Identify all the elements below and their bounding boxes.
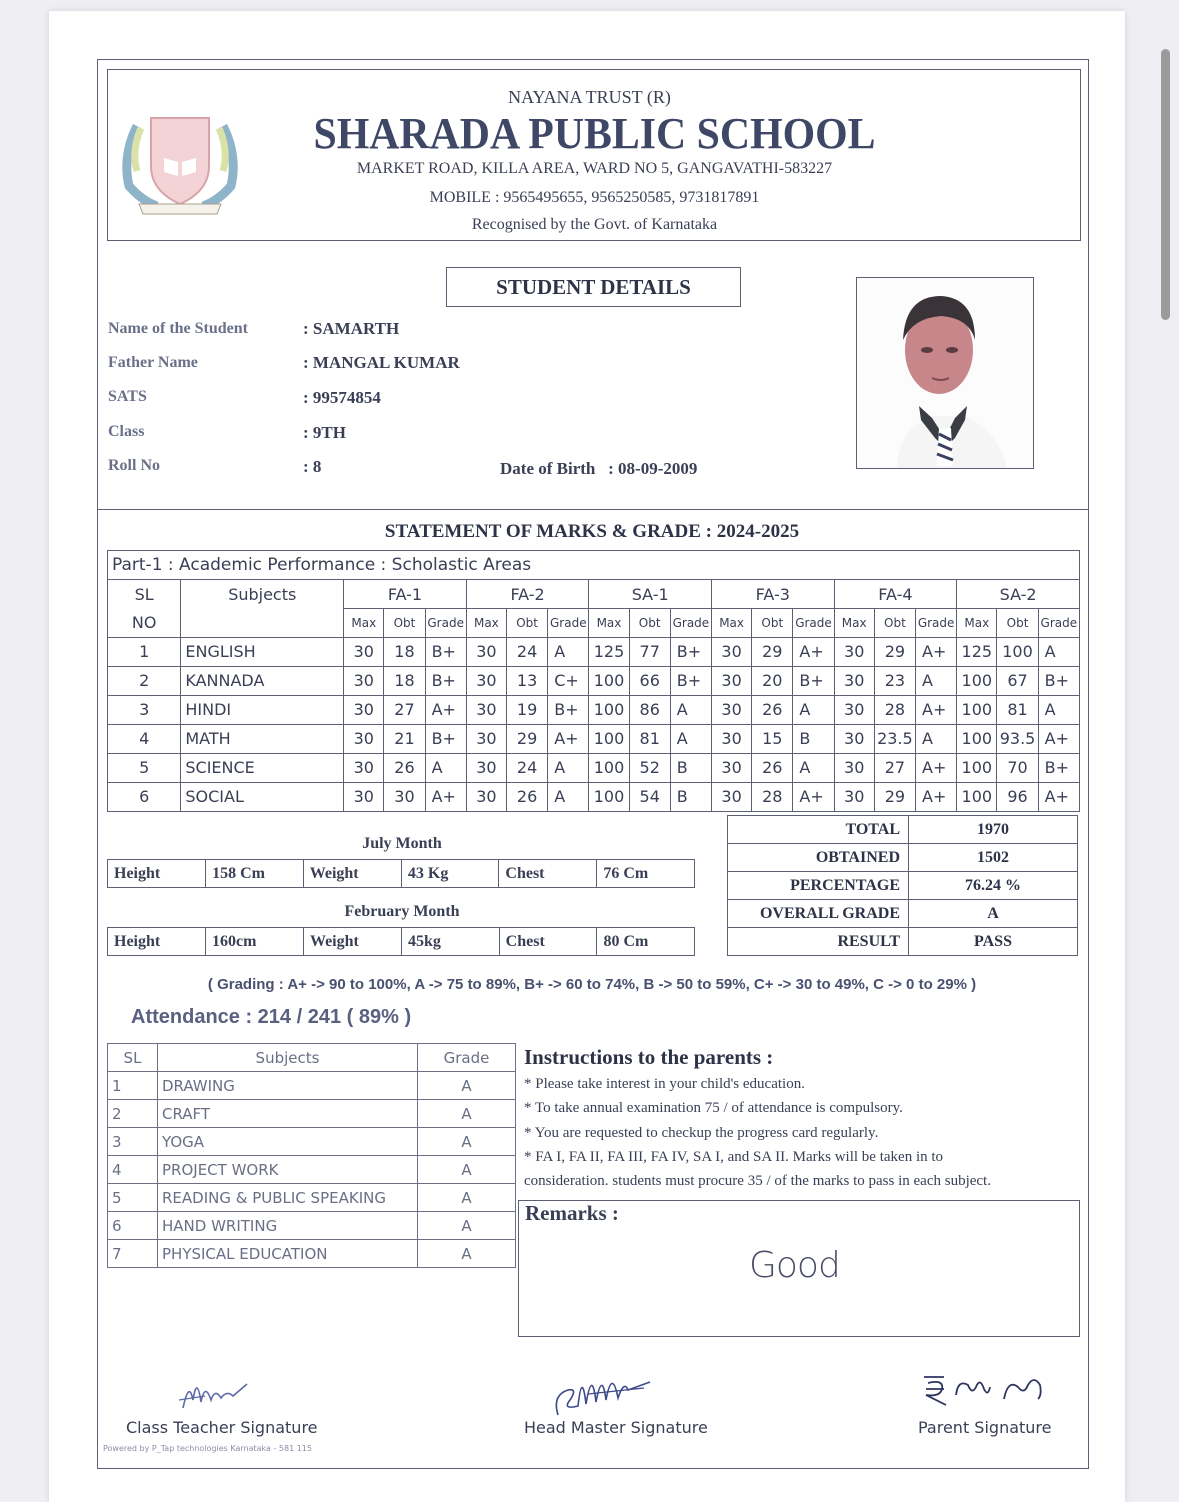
mark-cell: 100 bbox=[589, 753, 629, 782]
mark-cell: A+ bbox=[793, 637, 834, 666]
father-name-value: : MANGAL KUMAR bbox=[303, 353, 460, 372]
mark-cell: 54 bbox=[629, 782, 670, 811]
subjects-header-blank bbox=[181, 609, 344, 638]
sats-value: : 99574854 bbox=[303, 388, 381, 407]
mark-cell: 30 bbox=[344, 637, 384, 666]
subheader-obt: Obt bbox=[752, 609, 793, 638]
co-subject-cell: YOGA bbox=[158, 1128, 418, 1156]
physical-value: 160cm bbox=[206, 928, 304, 956]
mark-cell: 30 bbox=[712, 724, 752, 753]
mark-cell: 30 bbox=[712, 637, 752, 666]
summary-row bbox=[728, 928, 1078, 956]
mark-cell: A bbox=[916, 666, 957, 695]
result-summary-table bbox=[727, 815, 1078, 956]
parent-signature-icon bbox=[918, 1365, 1058, 1410]
summary-label: RESULT bbox=[728, 928, 909, 956]
mark-cell: 100 bbox=[589, 782, 629, 811]
subheader-max: Max bbox=[466, 609, 506, 638]
sl-cell: 3 bbox=[108, 695, 181, 724]
powered-by-footer: Powered by P_Tap technologies Karnataka - 581 115 bbox=[103, 1444, 312, 1453]
mark-cell: B+ bbox=[670, 666, 711, 695]
sl-cell: 6 bbox=[108, 782, 181, 811]
table-row bbox=[108, 1240, 516, 1268]
subject-cell: SCIENCE bbox=[181, 753, 344, 782]
subheader-obt: Obt bbox=[506, 609, 547, 638]
summary-label: PERCENTAGE bbox=[728, 872, 909, 900]
mark-cell: 30 bbox=[344, 753, 384, 782]
july-physical-table bbox=[107, 859, 695, 888]
co-sl-header: SL bbox=[108, 1044, 158, 1072]
mark-cell: A+ bbox=[548, 724, 589, 753]
mark-cell: 26 bbox=[506, 782, 547, 811]
attendance: Attendance : 214 / 241 ( 89% ) bbox=[131, 1006, 412, 1028]
co-sl-cell: 7 bbox=[108, 1240, 158, 1268]
sl-cell: 5 bbox=[108, 753, 181, 782]
mark-cell: A bbox=[1038, 637, 1079, 666]
physical-value: 80 Cm bbox=[597, 928, 695, 956]
physical-value: 158 Cm bbox=[206, 860, 304, 888]
co-scholastic-table bbox=[107, 1043, 516, 1268]
mark-cell: 26 bbox=[384, 753, 425, 782]
mark-cell: B bbox=[670, 753, 711, 782]
exam-header-fa2: FA-2 bbox=[466, 580, 589, 609]
physical-label: Weight bbox=[303, 928, 401, 956]
mark-cell: A bbox=[425, 753, 466, 782]
february-physical-table bbox=[107, 927, 695, 956]
subject-cell: KANNADA bbox=[181, 666, 344, 695]
sl-cell: 2 bbox=[108, 666, 181, 695]
class-label: Class bbox=[108, 423, 145, 440]
summary-value: PASS bbox=[909, 928, 1078, 956]
roll-no-label: Roll No bbox=[108, 457, 160, 474]
subheader-obt: Obt bbox=[874, 609, 915, 638]
mark-cell: 15 bbox=[752, 724, 793, 753]
mark-cell: A bbox=[670, 724, 711, 753]
mark-cell: 30 bbox=[712, 695, 752, 724]
subheader-max: Max bbox=[957, 609, 997, 638]
table-row bbox=[108, 724, 1080, 753]
co-grade-cell: A bbox=[418, 1156, 516, 1184]
sats-label: SATS bbox=[108, 388, 147, 405]
mark-cell: A+ bbox=[916, 695, 957, 724]
mark-cell: 28 bbox=[752, 782, 793, 811]
subheader-grade: Grade bbox=[425, 609, 466, 638]
student-photo bbox=[856, 277, 1034, 469]
instruction-item: * You are requested to checkup the progress card regularly. bbox=[524, 1125, 879, 1141]
mark-cell: 67 bbox=[997, 666, 1038, 695]
co-sl-cell: 5 bbox=[108, 1184, 158, 1212]
class-teacher-signature-icon bbox=[175, 1370, 255, 1415]
mark-cell: B+ bbox=[425, 666, 466, 695]
school-name: SHARADA PUBLIC SCHOOL bbox=[313, 109, 876, 158]
date-of-birth bbox=[500, 459, 697, 479]
physical-label: Weight bbox=[303, 860, 401, 888]
mark-cell: A+ bbox=[916, 753, 957, 782]
exam-header-sa2: SA-2 bbox=[957, 580, 1080, 609]
mark-cell: A bbox=[1038, 695, 1079, 724]
mark-cell: 24 bbox=[506, 753, 547, 782]
parent-signature-label: Parent Signature bbox=[918, 1418, 1052, 1437]
mark-cell: A bbox=[548, 782, 589, 811]
summary-row bbox=[728, 844, 1078, 872]
subheader-grade: Grade bbox=[548, 609, 589, 638]
section-divider bbox=[97, 509, 1089, 510]
co-grade-header: Grade bbox=[418, 1044, 516, 1072]
mark-cell: 125 bbox=[589, 637, 629, 666]
remarks-title: Remarks : bbox=[525, 1201, 619, 1225]
mark-cell: A bbox=[916, 724, 957, 753]
marks-statement-title: STATEMENT OF MARKS & GRADE : 2024-2025 bbox=[384, 521, 800, 542]
mark-cell: 18 bbox=[384, 637, 425, 666]
mark-cell: B+ bbox=[425, 724, 466, 753]
part-label: Part-1 : Academic Performance : Scholastic Areas bbox=[108, 551, 1080, 580]
mark-cell: 29 bbox=[874, 782, 915, 811]
table-row bbox=[108, 1128, 516, 1156]
physical-label: Height bbox=[108, 928, 206, 956]
mark-cell: 23 bbox=[874, 666, 915, 695]
subheader-max: Max bbox=[589, 609, 629, 638]
exam-header-fa4: FA-4 bbox=[834, 580, 957, 609]
subjects-header: Subjects bbox=[181, 580, 344, 609]
co-sl-cell: 3 bbox=[108, 1128, 158, 1156]
instruction-item: consideration. students must procure 35 / of the marks to pass in each subject. bbox=[524, 1173, 991, 1189]
subheader-grade: Grade bbox=[1038, 609, 1079, 638]
mark-cell: 30 bbox=[712, 753, 752, 782]
mark-cell: 13 bbox=[506, 666, 547, 695]
remarks-box bbox=[518, 1200, 1080, 1337]
dob-value: : 08-09-2009 bbox=[608, 459, 698, 478]
scholastic-marks-table bbox=[107, 550, 1080, 812]
exam-header-sa1: SA-1 bbox=[589, 580, 712, 609]
summary-label: TOTAL bbox=[728, 816, 909, 844]
subheader-grade: Grade bbox=[916, 609, 957, 638]
mark-cell: 77 bbox=[629, 637, 670, 666]
instruction-item: * FA I, FA II, FA III, FA IV, SA I, and SA II. Marks will be taken in to bbox=[524, 1149, 944, 1165]
table-row bbox=[108, 1184, 516, 1212]
table-row bbox=[108, 1072, 516, 1100]
co-sl-cell: 1 bbox=[108, 1072, 158, 1100]
february-month-title: February Month bbox=[344, 903, 460, 920]
mark-cell: B+ bbox=[548, 695, 589, 724]
mark-cell: 27 bbox=[874, 753, 915, 782]
mark-cell: 66 bbox=[629, 666, 670, 695]
mark-cell: 30 bbox=[466, 782, 506, 811]
table-row bbox=[108, 1100, 516, 1128]
mark-cell: A+ bbox=[1038, 782, 1079, 811]
mark-cell: 30 bbox=[834, 666, 874, 695]
school-mobile: MOBILE : 9565495655, 9565250585, 9731817891 bbox=[429, 189, 760, 206]
remarks-value: Good bbox=[749, 1245, 840, 1286]
subheader-grade: Grade bbox=[670, 609, 711, 638]
class-value: : 9TH bbox=[303, 423, 346, 442]
table-row bbox=[108, 1156, 516, 1184]
mark-cell: 30 bbox=[466, 637, 506, 666]
instruction-item: * Please take interest in your child's education. bbox=[524, 1076, 805, 1092]
mark-cell: 93.5 bbox=[997, 724, 1038, 753]
mark-cell: B bbox=[793, 724, 834, 753]
mark-cell: 30 bbox=[344, 782, 384, 811]
mark-cell: B+ bbox=[1038, 753, 1079, 782]
mark-cell: 100 bbox=[589, 666, 629, 695]
student-details-title: STUDENT DETAILS bbox=[446, 267, 741, 307]
sl-header: SL bbox=[108, 580, 181, 609]
mark-cell: 30 bbox=[384, 782, 425, 811]
mark-cell: 30 bbox=[834, 782, 874, 811]
mark-cell: 100 bbox=[957, 666, 997, 695]
summary-row bbox=[728, 900, 1078, 928]
mark-cell: 52 bbox=[629, 753, 670, 782]
summary-label: OVERALL GRADE bbox=[728, 900, 909, 928]
summary-label: OBTAINED bbox=[728, 844, 909, 872]
mark-cell: 30 bbox=[466, 724, 506, 753]
mark-cell: 125 bbox=[957, 637, 997, 666]
sl-cell: 1 bbox=[108, 637, 181, 666]
physical-value: 45kg bbox=[402, 928, 500, 956]
exam-header-fa3: FA-3 bbox=[712, 580, 835, 609]
july-month-title: July Month bbox=[362, 835, 442, 852]
roll-no-value: : 8 bbox=[303, 457, 322, 476]
table-row bbox=[108, 637, 1080, 666]
mark-cell: 27 bbox=[384, 695, 425, 724]
mark-cell: 100 bbox=[589, 724, 629, 753]
physical-value: 76 Cm bbox=[597, 860, 695, 888]
mark-cell: B+ bbox=[670, 637, 711, 666]
co-sl-cell: 2 bbox=[108, 1100, 158, 1128]
mark-cell: 28 bbox=[874, 695, 915, 724]
mark-cell: A+ bbox=[425, 782, 466, 811]
head-master-signature-icon bbox=[548, 1360, 658, 1420]
mark-cell: 81 bbox=[629, 724, 670, 753]
head-master-signature-label: Head Master Signature bbox=[524, 1418, 708, 1437]
instruction-item: * To take annual examination 75 / of attendance is compulsory. bbox=[524, 1100, 903, 1116]
mark-cell: C+ bbox=[548, 666, 589, 695]
subject-cell: MATH bbox=[181, 724, 344, 753]
mark-cell: 100 bbox=[957, 753, 997, 782]
physical-value: 43 Kg bbox=[401, 860, 499, 888]
subheader-max: Max bbox=[344, 609, 384, 638]
physical-label: Height bbox=[108, 860, 206, 888]
mark-cell: A+ bbox=[1038, 724, 1079, 753]
mark-cell: 70 bbox=[997, 753, 1038, 782]
mark-cell: B+ bbox=[425, 637, 466, 666]
mark-cell: 30 bbox=[344, 724, 384, 753]
sl-cell: 4 bbox=[108, 724, 181, 753]
mark-cell: 29 bbox=[506, 724, 547, 753]
co-subject-cell: CRAFT bbox=[158, 1100, 418, 1128]
co-subject-cell: PHYSICAL EDUCATION bbox=[158, 1240, 418, 1268]
co-grade-cell: A bbox=[418, 1184, 516, 1212]
table-row bbox=[108, 695, 1080, 724]
co-grade-cell: A bbox=[418, 1072, 516, 1100]
mark-cell: 30 bbox=[712, 666, 752, 695]
summary-value: 1970 bbox=[909, 816, 1078, 844]
mark-cell: 86 bbox=[629, 695, 670, 724]
co-sl-cell: 6 bbox=[108, 1212, 158, 1240]
summary-value: A bbox=[909, 900, 1078, 928]
mark-cell: A bbox=[793, 695, 834, 724]
student-name-label: Name of the Student bbox=[108, 320, 248, 337]
table-row bbox=[108, 753, 1080, 782]
mark-cell: 30 bbox=[466, 753, 506, 782]
mark-cell: A+ bbox=[916, 637, 957, 666]
summary-row bbox=[728, 872, 1078, 900]
mark-cell: 20 bbox=[752, 666, 793, 695]
co-subjects-header: Subjects bbox=[158, 1044, 418, 1072]
mark-cell: 96 bbox=[997, 782, 1038, 811]
subject-cell: SOCIAL bbox=[181, 782, 344, 811]
physical-label: Chest bbox=[499, 860, 597, 888]
mark-cell: 30 bbox=[834, 695, 874, 724]
mark-cell: A bbox=[548, 753, 589, 782]
mark-cell: 26 bbox=[752, 695, 793, 724]
subheader-max: Max bbox=[834, 609, 874, 638]
physical-label: Chest bbox=[499, 928, 597, 956]
table-row bbox=[108, 782, 1080, 811]
mark-cell: 81 bbox=[997, 695, 1038, 724]
mark-cell: 100 bbox=[997, 637, 1038, 666]
mark-cell: 18 bbox=[384, 666, 425, 695]
mark-cell: A+ bbox=[425, 695, 466, 724]
subheader-obt: Obt bbox=[384, 609, 425, 638]
instructions-title: Instructions to the parents : bbox=[524, 1045, 774, 1069]
summary-value: 1502 bbox=[909, 844, 1078, 872]
co-subject-cell: PROJECT WORK bbox=[158, 1156, 418, 1184]
mark-cell: 30 bbox=[466, 666, 506, 695]
school-address: MARKET ROAD, KILLA AREA, WARD NO 5, GANGAVATHI-583227 bbox=[356, 160, 833, 177]
mark-cell: B bbox=[670, 782, 711, 811]
co-subject-cell: HAND WRITING bbox=[158, 1212, 418, 1240]
mark-cell: 19 bbox=[506, 695, 547, 724]
co-grade-cell: A bbox=[418, 1240, 516, 1268]
school-recognition: Recognised by the Govt. of Karnataka bbox=[471, 216, 718, 233]
mark-cell: 30 bbox=[344, 695, 384, 724]
mark-cell: A+ bbox=[793, 782, 834, 811]
mark-cell: 23.5 bbox=[874, 724, 915, 753]
subheader-grade: Grade bbox=[793, 609, 834, 638]
mark-cell: 30 bbox=[466, 695, 506, 724]
co-subject-cell: DRAWING bbox=[158, 1072, 418, 1100]
mark-cell: 30 bbox=[712, 782, 752, 811]
subheader-max: Max bbox=[712, 609, 752, 638]
mark-cell: 30 bbox=[834, 637, 874, 666]
mark-cell: 100 bbox=[589, 695, 629, 724]
mark-cell: B+ bbox=[1038, 666, 1079, 695]
mark-cell: B+ bbox=[793, 666, 834, 695]
subheader-obt: Obt bbox=[997, 609, 1038, 638]
summary-row bbox=[728, 816, 1078, 844]
trust-name: NAYANA TRUST (R) bbox=[508, 87, 671, 107]
co-sl-cell: 4 bbox=[108, 1156, 158, 1184]
dob-label: Date of Birth bbox=[500, 459, 596, 478]
co-grade-cell: A bbox=[418, 1212, 516, 1240]
father-name-label: Father Name bbox=[108, 354, 198, 371]
subject-cell: ENGLISH bbox=[181, 637, 344, 666]
class-teacher-signature-label: Class Teacher Signature bbox=[126, 1418, 318, 1437]
mark-cell: 26 bbox=[752, 753, 793, 782]
mark-cell: 100 bbox=[957, 724, 997, 753]
co-grade-cell: A bbox=[418, 1100, 516, 1128]
mark-cell: 30 bbox=[344, 666, 384, 695]
exam-header-fa1: FA-1 bbox=[344, 580, 467, 609]
mark-cell: A bbox=[670, 695, 711, 724]
student-portrait-icon bbox=[857, 278, 1033, 468]
grading-scale-note: ( Grading : A+ -> 90 to 100%, A -> 75 to 89%, B+ -> 60 to 74%, B -> 50 to 59%, C+ -> 30 to 49%, C -> 0 to 29% ) bbox=[207, 976, 977, 993]
mark-cell: A+ bbox=[916, 782, 957, 811]
mark-cell: 24 bbox=[506, 637, 547, 666]
co-grade-cell: A bbox=[418, 1128, 516, 1156]
mark-cell: 30 bbox=[834, 753, 874, 782]
mark-cell: A bbox=[793, 753, 834, 782]
mark-cell: 100 bbox=[957, 695, 997, 724]
summary-value: 76.24 % bbox=[909, 872, 1078, 900]
no-header: NO bbox=[108, 609, 181, 638]
mark-cell: 29 bbox=[752, 637, 793, 666]
table-row bbox=[108, 1212, 516, 1240]
subheader-obt: Obt bbox=[629, 609, 670, 638]
mark-cell: 29 bbox=[874, 637, 915, 666]
mark-cell: 21 bbox=[384, 724, 425, 753]
co-subject-cell: READING & PUBLIC SPEAKING bbox=[158, 1184, 418, 1212]
subject-cell: HINDI bbox=[181, 695, 344, 724]
mark-cell: A bbox=[548, 637, 589, 666]
table-row bbox=[108, 666, 1080, 695]
mark-cell: 30 bbox=[834, 724, 874, 753]
mark-cell: 100 bbox=[957, 782, 997, 811]
student-name-value: : SAMARTH bbox=[303, 319, 400, 338]
